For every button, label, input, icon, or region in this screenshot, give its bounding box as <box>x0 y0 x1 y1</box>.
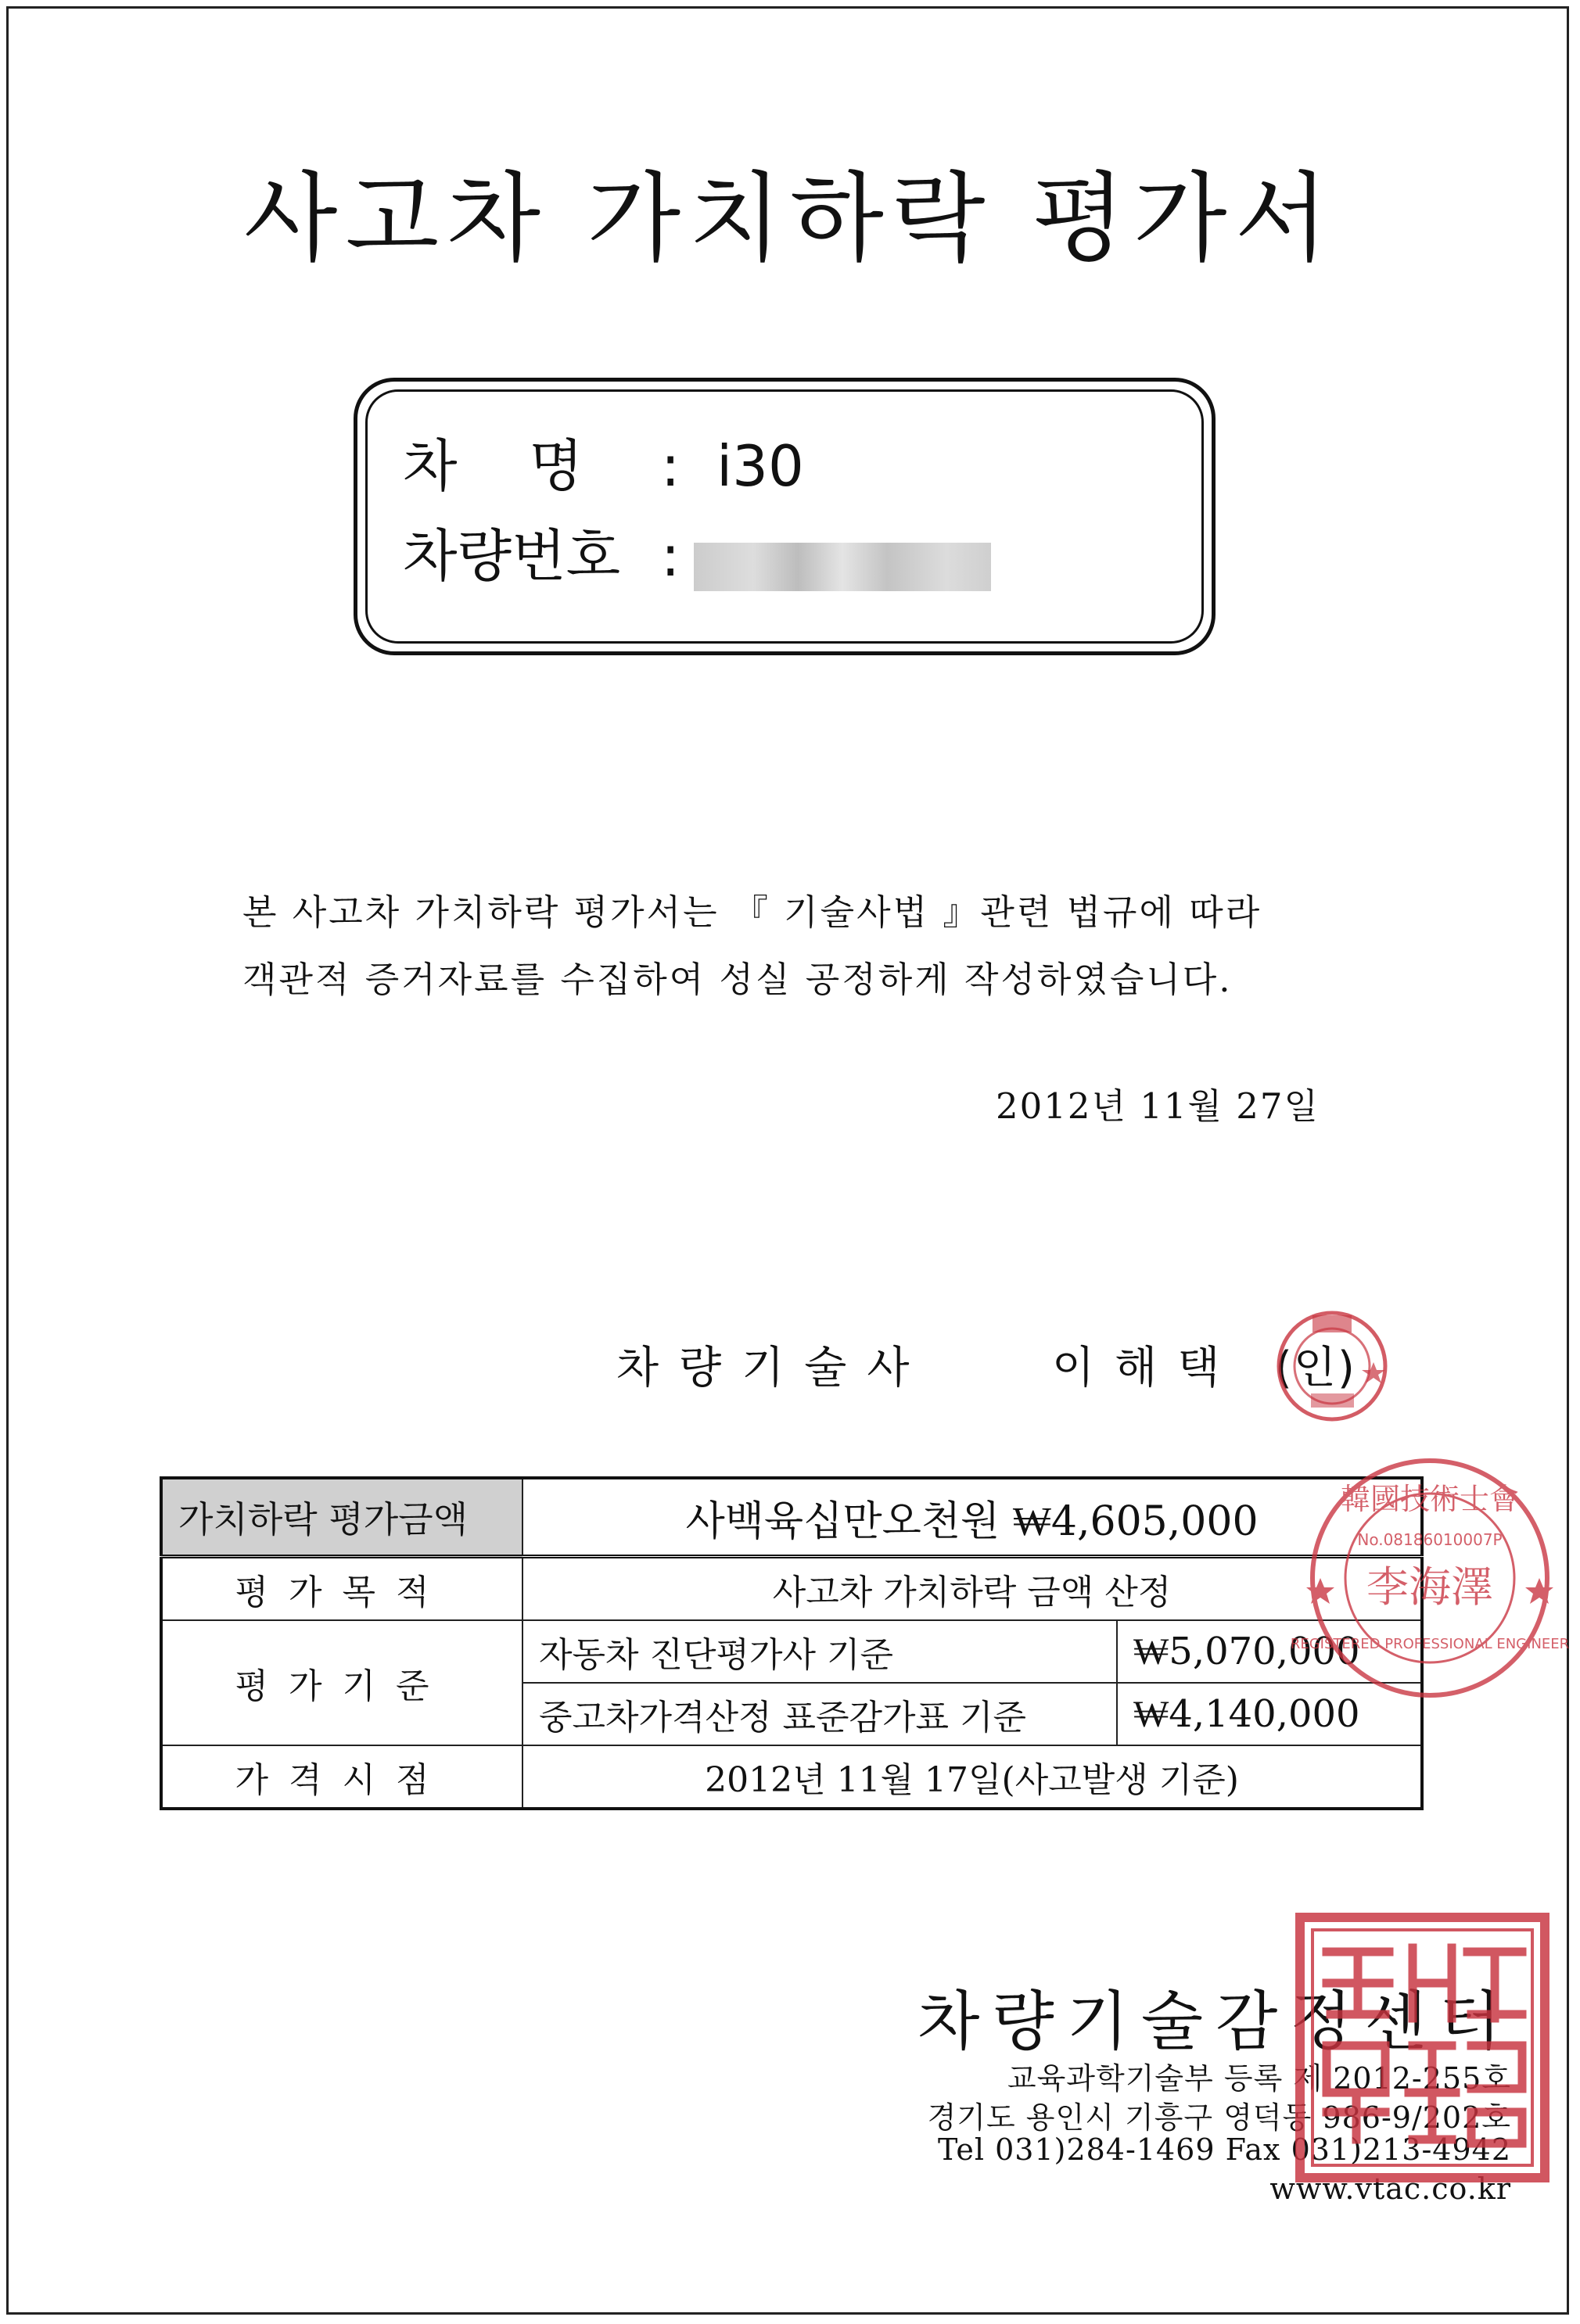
center-website: www.vtac.co.kr <box>1269 2172 1511 2206</box>
intro-paragraph <box>242 879 1416 1013</box>
center-registration: 교육과학기술부 등록 제 2012-255호 <box>1007 2061 1511 2096</box>
vehicle-number-label: 차량번호 <box>403 523 621 589</box>
signer-name: 이해택 <box>1052 1343 1241 1393</box>
price-date-label: 가격시점 <box>161 1745 522 1809</box>
criteria-label: 평가기준 <box>161 1620 522 1745</box>
professional-engineer-seal-icon <box>1290 1453 1570 1703</box>
criteria-amount-2: ₩4,140,000 <box>1117 1683 1422 1745</box>
signer-seal-mark: (인) <box>1275 1343 1356 1393</box>
criteria-amount-1: ₩5,070,000 <box>1117 1620 1422 1683</box>
svg-text:李海澤: 李海澤 <box>1366 1562 1493 1612</box>
table-row <box>161 1745 1422 1809</box>
purpose-value: 사고차 가치하락 금액 산정 <box>522 1557 1422 1621</box>
svg-text:REGISTERED PROFESSIONAL ENGINE: REGISTERED PROFESSIONAL ENGINEER <box>1290 1636 1570 1652</box>
signer-title: 차량기술사 <box>616 1343 930 1393</box>
vehicle-name-value: i30 <box>716 433 804 499</box>
table-row <box>161 1620 1422 1683</box>
vehicle-number-colon: : <box>661 523 680 589</box>
document-title: 사고차 가치하락 평가서 <box>243 163 1337 275</box>
vehicle-number-row <box>403 511 680 592</box>
svg-text:No.08186010007P: No.08186010007P <box>1357 1530 1503 1549</box>
intro-line-1: 본 사고차 가치하락 평가서는 『 기술사법 』관련 법규에 따라 <box>242 891 1262 933</box>
vehicle-number-redacted <box>694 543 991 591</box>
criteria-item-2: 중고차가격산정 표준감가표 기준 <box>522 1683 1117 1745</box>
center-name: 차량기술감정센터 <box>917 1985 1514 2059</box>
vehicle-name-label: 차 명 <box>403 433 584 499</box>
table-row <box>161 1557 1422 1621</box>
evaluation-table <box>160 1476 1424 1810</box>
intro-line-2: 객관적 증거자료를 수집하여 성실 공정하게 작성하였습니다. <box>242 959 1233 1000</box>
vehicle-name-colon: : <box>661 433 680 499</box>
center-address: 경기도 용인시 기흥구 영덕동 986-9/202호 <box>927 2100 1511 2135</box>
table-row <box>161 1478 1422 1557</box>
value-loss-amount: 사백육십만오천원 ₩4,605,000 <box>522 1478 1422 1557</box>
value-loss-label: 가치하락 평가금액 <box>161 1478 522 1557</box>
seal-title-text: 韓國技術士會 <box>1340 1482 1520 1516</box>
price-date-value: 2012년 11월 17일(사고발생 기준) <box>522 1745 1422 1809</box>
issue-date: 2012년 11월 27일 <box>995 1085 1320 1127</box>
engineer-small-seal-icon <box>1273 1307 1391 1425</box>
purpose-label: 평가목적 <box>161 1557 522 1621</box>
center-contact: Tel 031)284-1469 Fax 031)213-4942 <box>937 2132 1511 2167</box>
vehicle-name-row <box>403 421 804 502</box>
criteria-item-1: 자동차 진단평가사 기준 <box>522 1620 1117 1683</box>
vehicle-info-box <box>354 378 1216 655</box>
center-official-seal-icon <box>1295 1913 1549 2182</box>
